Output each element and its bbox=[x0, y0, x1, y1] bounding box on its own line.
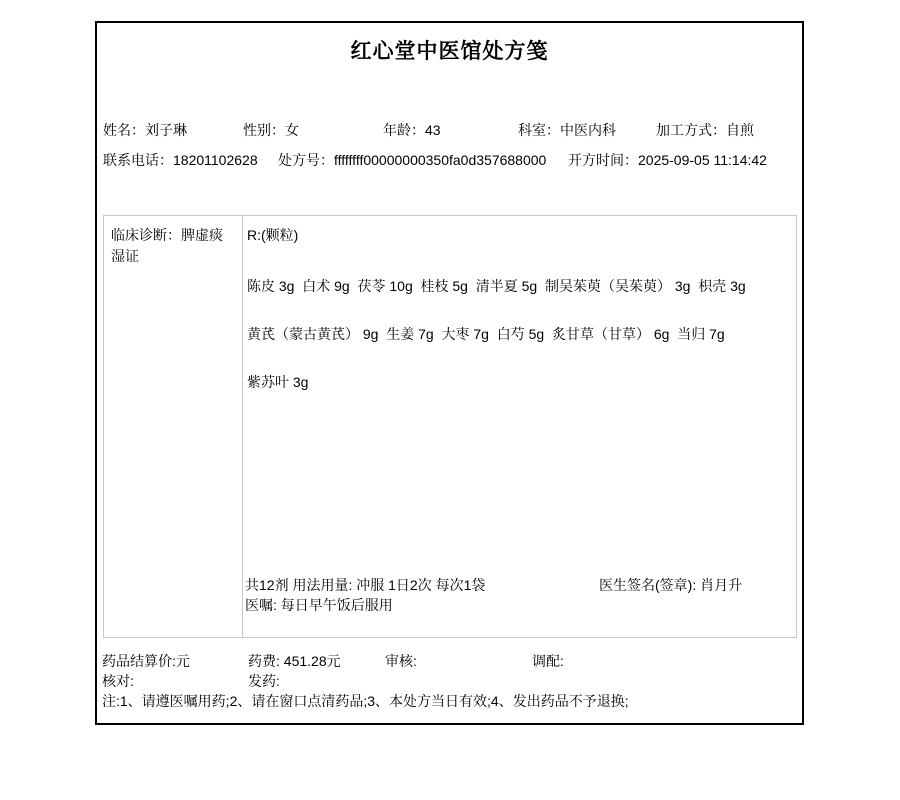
check-label: 核对: bbox=[102, 673, 134, 689]
department: 科室：中医内科 bbox=[518, 122, 616, 138]
issue-label: 发药: bbox=[248, 673, 280, 689]
patient-name: 姓名：刘子琳 bbox=[103, 122, 187, 138]
medicine-line: 黄芪（蒙古黄芪） 9g 生姜 7g 大枣 7g 白芍 5g 炙甘草（甘草） 6g 当归 7g bbox=[247, 326, 725, 342]
usage-summary: 共12剂 用法用量: 冲服 1日2次 每次1袋 bbox=[245, 577, 486, 593]
rx-form-label: R:(颗粒) bbox=[247, 227, 299, 243]
medicine-line: 陈皮 3g 白术 9g 茯苓 10g 桂枝 5g 清半夏 5g 制吴茱萸（吴茱萸） 3g 枳壳 3g bbox=[247, 278, 746, 294]
patient-age: 年龄：43 bbox=[383, 122, 441, 138]
prescription-document bbox=[95, 21, 804, 725]
clinical-diagnosis: 临床诊断：脾虚痰湿证 bbox=[104, 216, 243, 637]
audit-label: 审核: bbox=[385, 653, 417, 669]
patient-gender: 性别：女 bbox=[243, 122, 299, 138]
page-title: 红心堂中医馆处方笺 bbox=[350, 40, 549, 63]
footer-note: 注:1、请遵医嘱用药;2、请在窗口点清药品;3、本处方当日有效;4、发出药品不予退换; bbox=[102, 693, 629, 709]
prescription-time: 开方时间：2025-09-05 11:14:42 bbox=[568, 152, 767, 168]
prescription-number: 处方号：ffffffff00000000350fa0d357688000 bbox=[278, 152, 547, 168]
doctor-signature: 医生签名(签章): 肖月升 bbox=[599, 577, 743, 593]
fee-value: 药费: 451.28元 bbox=[248, 653, 341, 669]
settle-price-label: 药品结算价:元 bbox=[102, 653, 190, 669]
dispense-label: 调配: bbox=[532, 653, 564, 669]
prescription-box bbox=[103, 215, 797, 638]
doctor-instruction: 医嘱: 每日早午饭后服用 bbox=[245, 597, 393, 613]
medicine-line: 紫苏叶 3g bbox=[247, 374, 309, 390]
contact-phone: 联系电话：18201102628 bbox=[103, 152, 258, 168]
prescription-content bbox=[243, 216, 796, 637]
processing-method: 加工方式：自煎 bbox=[656, 122, 754, 138]
